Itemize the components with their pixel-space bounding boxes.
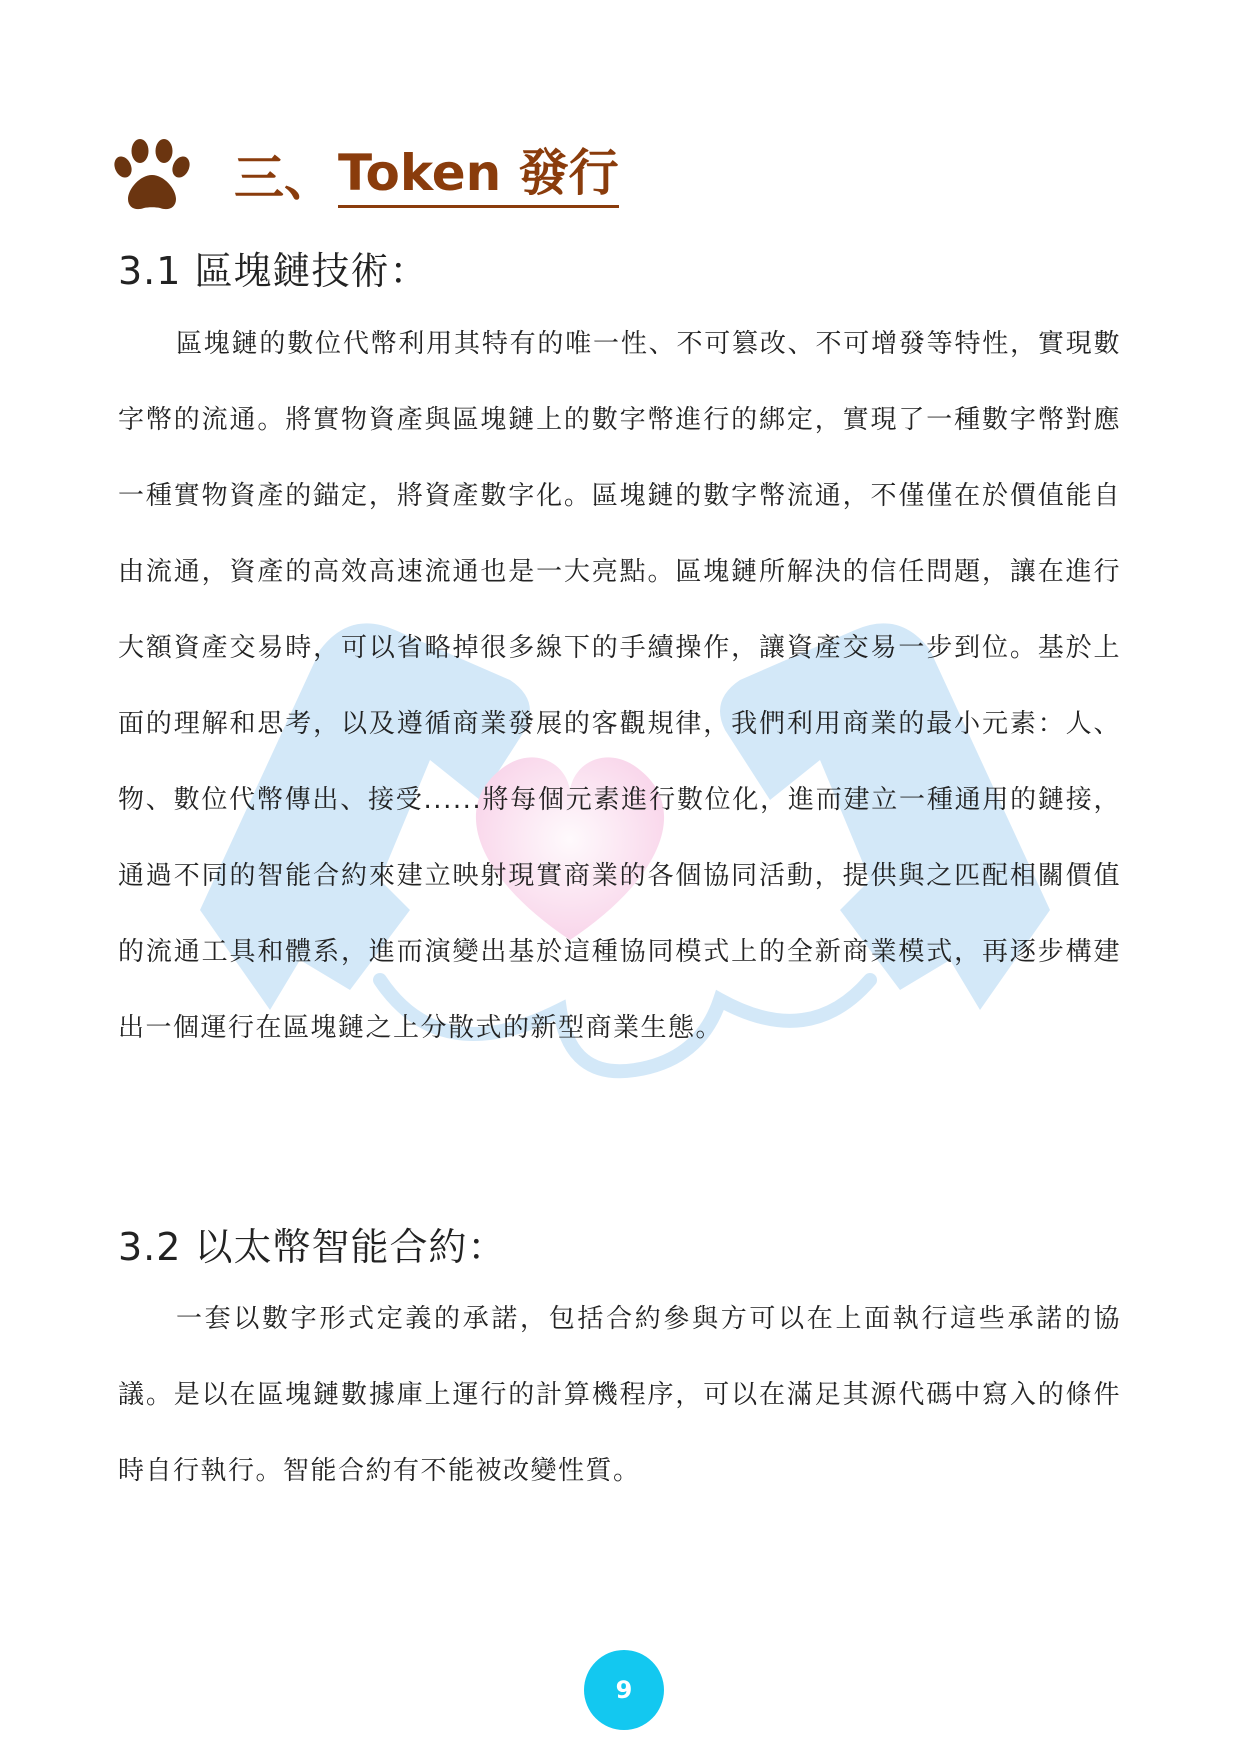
paw-print-icon [112, 135, 192, 215]
chapter-heading [112, 130, 619, 220]
chapter-title-rest: 發行 [501, 143, 619, 202]
section-heading-smart-contract: 3.2 以太幣智能合約： [118, 1225, 507, 1269]
chapter-title-main: Token [338, 143, 502, 202]
section-paragraph-blockchain: 區塊鏈的數位代幣利用其特有的唯一性、不可篡改、不可增發等特性，實現數字幣的流通。將實物資產與區塊鏈上的數字幣進行的綁定，實現了一種數字幣對應一種實物資產的錨定，將資產數字化。區塊鏈的數字幣流通，不僅僅在於價值能自由流通，資產的高效高速流通也是一大亮點。區塊鏈所解決的信任問題，讓在進行大額資產交易時，可以省略掉很多線下的手續操作，讓資產交易一步到位。基於上面的理解和思考，以及遵循商業發展的客觀規律，我們利用商業的最小元素：人、物、數位代幣傳出、接受......將每個元素進行數位化，進而建立一種通用的鏈接，通過不同的智能合約來建立映射現實商業的各個協同活動，提供與之匹配相關價值的流通工具和體系，進而演變出基於這種協同模式上的全新商業模式，再逐步構建出一個運行在區塊鏈之上分散式的新型商業生態。 [118, 329, 1121, 1043]
page-number-badge: 9 [584, 1650, 664, 1730]
chapter-title [234, 143, 619, 208]
chapter-number: 三、 [234, 148, 334, 207]
chapter-title-underlined [338, 143, 619, 208]
section-paragraph-smart-contract: 一套以數字形式定義的承諾，包括合約參與方可以在上面執行這些承諾的協議。是以在區塊鏈數據庫上運行的計算機程序，可以在滿足其源代碼中寫入的條件時自行執行。智能合約有不能被改變性質。 [118, 1304, 1121, 1486]
section-heading-blockchain: 3.1 區塊鏈技術： [118, 249, 429, 293]
